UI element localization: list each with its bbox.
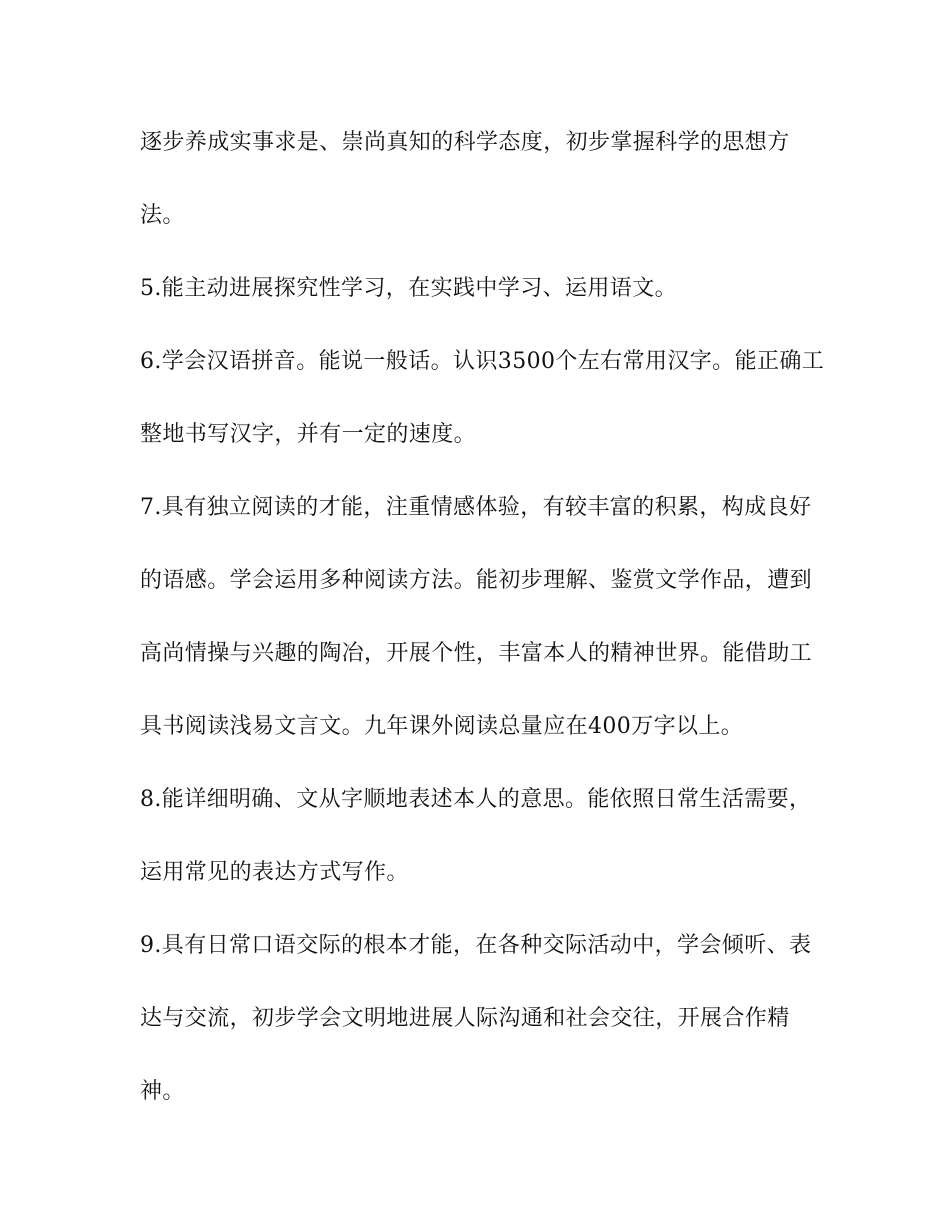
text-line: 神。: [140, 1079, 185, 1104]
text-line: 高尚情操与兴趣的陶冶，开展个性，丰富本人的精神世界。能借助工: [140, 641, 813, 666]
text-line: 5.能主动进展探究性学习，在实践中学习、运用语文。: [140, 276, 677, 301]
text-line: 整地书写汉字，并有一定的速度。: [140, 422, 477, 447]
text-line: 7.具有独立阅读的才能，注重情感体验，有较丰富的积累，构成良好: [140, 495, 812, 520]
text-line: 达与交流，初步学会文明地进展人际沟通和社会交往，开展合作精: [140, 1006, 790, 1031]
text-line: 8.能详细明确、文从字顺地表述本人的意思。能依照日常生活需要，: [140, 787, 812, 812]
text-line: 法。: [140, 203, 185, 228]
text-line: 具书阅读浅易文言文。九年课外阅读总量应在400万字以上。: [140, 714, 744, 739]
text-line: 逐步养成实事求是、崇尚真知的科学态度，初步掌握科学的思想方: [140, 130, 790, 155]
text-line: 运用常见的表达方式写作。: [140, 860, 409, 885]
text-line: 的语感。学会运用多种阅读方法。能初步理解、鉴赏文学作品，遭到: [140, 568, 813, 593]
text-line: 9.具有日常口语交际的根本才能，在各种交际活动中，学会倾听、表: [140, 933, 812, 958]
text-line: 6.学会汉语拼音。能说一般话。认识3500个左右常用汉字。能正确工: [140, 349, 825, 374]
